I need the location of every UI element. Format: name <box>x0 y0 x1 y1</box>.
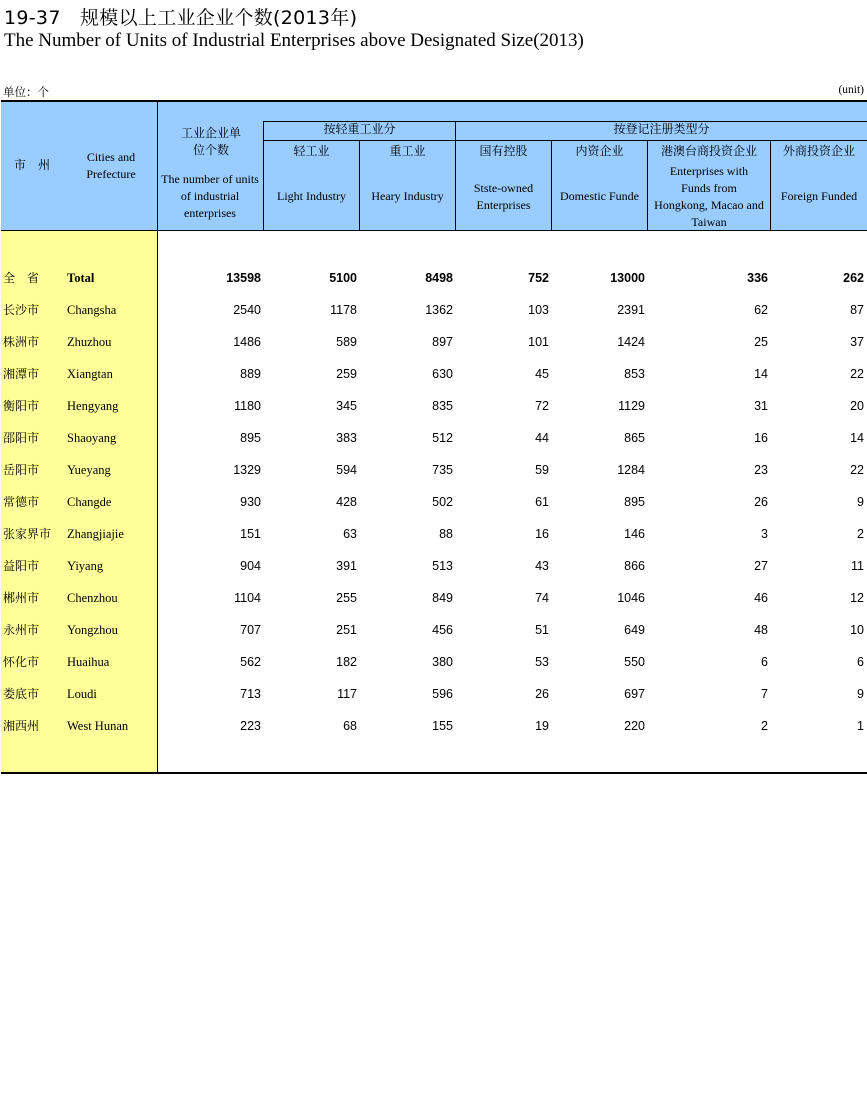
cell-total: 707 <box>240 623 261 637</box>
cell-foreign: 14 <box>850 431 864 445</box>
cell-light: 345 <box>336 399 357 413</box>
cell-light: 259 <box>336 367 357 381</box>
cell-hmt: 26 <box>754 495 768 509</box>
cell-total: 1180 <box>234 399 261 413</box>
cell-heavy: 8498 <box>425 271 453 285</box>
cell-state: 53 <box>535 655 549 669</box>
cell-hmt: 46 <box>754 591 768 605</box>
cell-foreign: 11 <box>851 559 864 573</box>
unit-label-english: (unit) <box>838 84 864 96</box>
table-row <box>1 294 867 326</box>
header-city-cn: 市 州 <box>13 158 50 172</box>
header-state-en: Stste-owned Enterprises <box>473 181 534 212</box>
cell-foreign: 10 <box>850 623 864 637</box>
header-group-light-heavy: 按轻重工业分 <box>323 122 396 136</box>
cell-hmt: 25 <box>754 335 768 349</box>
cell-heavy: 849 <box>432 591 453 605</box>
cell-hmt: 2 <box>761 719 768 733</box>
table-row <box>1 390 867 422</box>
region-name-cn: 株洲市 <box>3 335 40 349</box>
cell-light: 255 <box>336 591 357 605</box>
region-name-en: Changsha <box>67 303 117 317</box>
header-total-en: The number of units of industrial enterprises <box>161 172 259 220</box>
cell-state: 74 <box>535 591 549 605</box>
cell-hmt: 6 <box>761 655 768 669</box>
cell-hmt: 336 <box>747 271 768 285</box>
header-total-cn: 工业企业单位个数 <box>180 126 241 157</box>
cell-total: 223 <box>240 719 261 733</box>
cell-state: 43 <box>535 559 549 573</box>
region-name-cn: 常德市 <box>3 495 40 509</box>
cell-total: 1104 <box>234 591 261 605</box>
header-heavy-cn: 重工业 <box>389 144 426 158</box>
cell-light: 251 <box>336 623 357 637</box>
cell-foreign: 9 <box>857 687 864 701</box>
region-name-en: Hengyang <box>67 399 119 413</box>
cell-heavy: 835 <box>432 399 453 413</box>
cell-heavy: 88 <box>439 527 453 541</box>
table-row <box>1 678 867 710</box>
header-hmt-en: Enterprises with Funds from Hongkong, Macao and Taiwan <box>654 164 764 229</box>
header-foreign-en: Foreign Funded <box>780 189 858 203</box>
table-bottom-rule <box>1 772 867 774</box>
cell-light: 68 <box>343 719 357 733</box>
cell-foreign: 22 <box>850 367 864 381</box>
region-name-en: Chenzhou <box>67 591 118 605</box>
cell-foreign: 87 <box>850 303 864 317</box>
region-name-cn: 张家界市 <box>3 527 52 541</box>
region-name-en: Total <box>67 271 95 285</box>
cell-state: 19 <box>535 719 549 733</box>
cell-domestic: 1424 <box>617 335 645 349</box>
cell-heavy: 596 <box>432 687 453 701</box>
header-heavy-en: Heary Industry <box>371 189 444 203</box>
table-row <box>1 486 867 518</box>
cell-total: 904 <box>240 559 261 573</box>
header-light-en: Light Industry <box>277 189 346 203</box>
cell-domestic: 697 <box>624 687 645 701</box>
cell-state: 44 <box>535 431 549 445</box>
cell-foreign: 6 <box>857 655 864 669</box>
region-name-cn: 怀化市 <box>3 655 40 669</box>
cell-domestic: 2391 <box>617 303 645 317</box>
cell-heavy: 512 <box>432 431 453 445</box>
cell-domestic: 146 <box>624 527 645 541</box>
region-name-cn: 益阳市 <box>3 559 40 573</box>
table-title-english: The Number of Units of Industrial Enterprises above Designated Size(2013) <box>4 30 584 51</box>
table-row <box>1 582 867 614</box>
cell-hmt: 14 <box>754 367 768 381</box>
cell-heavy: 456 <box>432 623 453 637</box>
cell-foreign: 262 <box>843 271 864 285</box>
cell-heavy: 513 <box>432 559 453 573</box>
header-city-en: Cities and Prefecture <box>86 150 136 181</box>
cell-hmt: 27 <box>754 559 768 573</box>
cell-heavy: 1362 <box>425 303 453 317</box>
cell-hmt: 7 <box>761 687 768 701</box>
cell-domestic: 866 <box>624 559 645 573</box>
cell-state: 101 <box>528 335 549 349</box>
region-name-cn: 郴州市 <box>3 591 40 605</box>
header-light-cn: 轻工业 <box>293 144 330 158</box>
cell-heavy: 897 <box>432 335 453 349</box>
header-domestic-cn: 内资企业 <box>575 144 624 158</box>
table-row <box>1 358 867 390</box>
cell-domestic: 1046 <box>617 591 645 605</box>
region-name-cn: 衡阳市 <box>3 399 40 413</box>
cell-foreign: 12 <box>850 591 864 605</box>
table-row <box>1 454 867 486</box>
cell-total: 889 <box>240 367 261 381</box>
cell-state: 45 <box>535 367 549 381</box>
header-hmt-cn: 港澳台商投资企业 <box>660 144 757 158</box>
cell-light: 594 <box>336 463 357 477</box>
region-name-cn: 湘西州 <box>3 719 40 733</box>
cell-light: 589 <box>336 335 357 349</box>
cell-domestic: 550 <box>624 655 645 669</box>
region-name-en: Zhuzhou <box>67 335 112 349</box>
cell-domestic: 865 <box>624 431 645 445</box>
cell-domestic: 1284 <box>617 463 645 477</box>
cell-hmt: 23 <box>754 463 768 477</box>
cell-foreign: 2 <box>857 527 864 541</box>
cell-light: 182 <box>336 655 357 669</box>
region-name-en: Shaoyang <box>67 431 117 445</box>
table-row <box>1 614 867 646</box>
cell-heavy: 735 <box>432 463 453 477</box>
header-foreign-cn: 外商投资企业 <box>782 144 855 158</box>
region-name-en: West Hunan <box>67 719 129 733</box>
cell-state: 61 <box>535 495 549 509</box>
region-name-en: Zhangjiajie <box>67 527 124 541</box>
cell-light: 117 <box>337 687 357 701</box>
cell-heavy: 502 <box>432 495 453 509</box>
cell-light: 391 <box>336 559 357 573</box>
cell-state: 51 <box>535 623 549 637</box>
cell-domestic: 13000 <box>610 271 645 285</box>
unit-label-chinese: 单位：个 <box>3 85 49 99</box>
cell-hmt: 31 <box>754 399 768 413</box>
header-state-cn: 国有控股 <box>479 144 528 158</box>
table-row <box>1 646 867 678</box>
region-name-en: Yongzhou <box>67 623 118 637</box>
cell-hmt: 16 <box>754 431 768 445</box>
cell-domestic: 895 <box>624 495 645 509</box>
region-name-cn: 湘潭市 <box>3 367 40 381</box>
cell-state: 59 <box>535 463 549 477</box>
table-row <box>1 710 867 742</box>
cell-hmt: 62 <box>754 303 768 317</box>
cell-light: 63 <box>343 527 357 541</box>
cell-total: 1486 <box>233 335 261 349</box>
cell-domestic: 1129 <box>618 399 645 413</box>
table-row <box>1 422 867 454</box>
cell-domestic: 220 <box>624 719 645 733</box>
cell-state: 16 <box>535 527 549 541</box>
cell-heavy: 155 <box>432 719 453 733</box>
region-name-cn: 娄底市 <box>3 687 40 701</box>
header-domestic-en: Domestic Funde <box>560 189 639 203</box>
table-title-chinese: 19-37 规模以上工业企业个数(2013年) <box>4 7 358 29</box>
cell-heavy: 630 <box>432 367 453 381</box>
cell-total: 562 <box>240 655 261 669</box>
cell-domestic: 649 <box>624 623 645 637</box>
region-name-en: Changde <box>67 495 112 509</box>
cell-total: 713 <box>240 687 261 701</box>
cell-total: 2540 <box>233 303 261 317</box>
cell-foreign: 22 <box>850 463 864 477</box>
region-name-en: Yueyang <box>67 463 111 477</box>
table-row <box>1 326 867 358</box>
region-name-en: Yiyang <box>67 559 104 573</box>
cell-total: 895 <box>240 431 261 445</box>
region-name-cn: 全 省 <box>3 271 40 285</box>
cell-state: 26 <box>535 687 549 701</box>
table-row-total <box>1 262 867 294</box>
cell-light: 383 <box>336 431 357 445</box>
cell-state: 752 <box>528 271 549 285</box>
cell-state: 103 <box>528 303 549 317</box>
region-name-cn: 岳阳市 <box>3 463 40 477</box>
cell-light: 5100 <box>329 271 357 285</box>
cell-light: 428 <box>336 495 357 509</box>
subheader-line <box>263 140 867 141</box>
table-row <box>1 550 867 582</box>
cell-foreign: 20 <box>850 399 864 413</box>
cell-foreign: 9 <box>857 495 864 509</box>
cell-foreign: 1 <box>857 719 864 733</box>
cell-state: 72 <box>535 399 549 413</box>
cell-hmt: 3 <box>761 527 768 541</box>
cell-foreign: 37 <box>850 335 864 349</box>
cell-domestic: 853 <box>624 367 645 381</box>
cell-total: 930 <box>240 495 261 509</box>
cell-total: 13598 <box>226 271 261 285</box>
table-row <box>1 518 867 550</box>
region-name-cn: 邵阳市 <box>3 431 40 445</box>
region-name-en: Xiangtan <box>67 367 113 381</box>
cell-hmt: 48 <box>754 623 768 637</box>
region-name-cn: 永州市 <box>3 623 40 637</box>
region-name-cn: 长沙市 <box>3 303 40 317</box>
cell-total: 1329 <box>233 463 261 477</box>
region-name-en: Huaihua <box>67 655 110 669</box>
region-name-en: Loudi <box>67 687 97 701</box>
cell-heavy: 380 <box>432 655 453 669</box>
header-group-registration: 按登记注册类型分 <box>613 122 710 136</box>
cell-total: 151 <box>240 527 261 541</box>
cell-light: 1178 <box>330 303 357 317</box>
